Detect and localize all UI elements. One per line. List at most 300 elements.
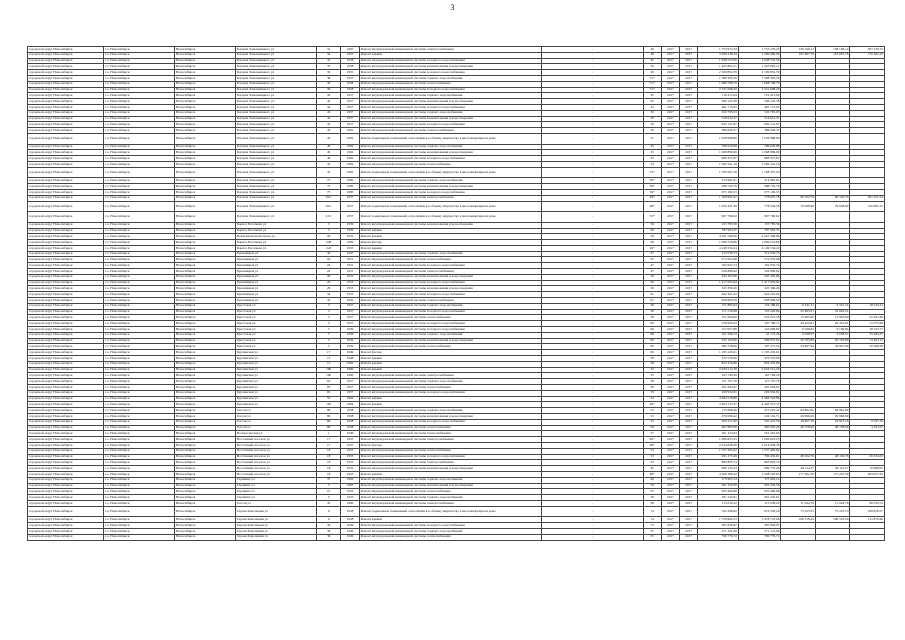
table-cell: 1962	[341, 161, 359, 167]
table-cell: 36	[317, 523, 341, 529]
table-cell: 1 068 896,99	[698, 150, 739, 156]
table-cell: 155 783,56	[738, 222, 781, 228]
table-cell: городской округ Новосибирск	[28, 184, 104, 190]
table-cell: Богдана Хмельницкого ул	[235, 99, 316, 105]
table-cell: г.о. Новосибирск	[104, 93, 175, 99]
table-cell: 1959	[341, 332, 359, 338]
table-cell: Бронницкая ул	[235, 280, 316, 286]
table-cell: 18 193,77	[850, 327, 885, 333]
table-cell: 1 006 823,25	[738, 437, 781, 443]
table-cell: 36*	[643, 184, 661, 190]
table-cell: 2017	[661, 245, 679, 251]
table-cell: 3 929 238,34	[698, 52, 739, 58]
table-cell: г.о. Новосибирск	[104, 523, 175, 529]
table-cell: г.о. Новосибирск	[104, 257, 175, 263]
table-cell: 86	[317, 414, 341, 420]
table-cell: 50	[643, 122, 661, 128]
table-cell: Гоголя ул	[235, 500, 316, 506]
table-cell: Новосибирск	[175, 471, 236, 477]
table-cell: Ремонт внутридомовой инженерной системы горячего водоснабжения	[359, 75, 542, 81]
table-cell: 1957	[341, 75, 359, 81]
table-cell: Вокзальная магистраль ул	[235, 234, 316, 240]
table-cell: 168 318,29	[781, 517, 815, 523]
table-cell: 584 271,96	[698, 419, 739, 425]
table-cell: Ремонт внутридомовой инженерной системы теплоснабжения	[359, 448, 542, 454]
table-cell: Богдана Хмельницкого ул	[235, 128, 316, 134]
table-cell: городской округ Новосибирск	[28, 303, 104, 309]
table-cell: -	[542, 327, 643, 333]
table-cell: 1949	[341, 350, 359, 356]
table-cell: 997 790,62	[698, 212, 739, 223]
table-cell: Новосибирск	[175, 495, 236, 501]
table-cell: -	[542, 309, 643, 315]
table-cell: Новосибирск	[175, 93, 236, 99]
table-cell	[850, 133, 885, 144]
table-cell: -	[542, 228, 643, 234]
table-cell: 2017	[680, 251, 698, 257]
table-cell: г.о. Новосибирск	[104, 332, 175, 338]
table-cell: 1958	[341, 419, 359, 425]
table-cell: Ремонт внутридомовой инженерной системы теплоснабжения	[359, 257, 542, 263]
table-cell: 21	[317, 489, 341, 495]
table-cell: 175 903,14	[698, 477, 739, 483]
table-cell: 2017	[661, 47, 679, 53]
table-cell: -	[542, 298, 643, 304]
table-cell: Восточный поселок ул	[235, 460, 316, 466]
table-cell: г.о. Новосибирск	[104, 269, 175, 275]
table-cell: Ремонт внутридомовой инженерной системы холодного водоснабжения	[359, 419, 542, 425]
table-cell: Бронницкая ул	[235, 292, 316, 298]
table-cell: г.о. Новосибирск	[104, 408, 175, 414]
table-cell: 596 122,38	[738, 99, 781, 105]
table-cell: 29 354,05	[850, 454, 885, 460]
table-cell: г.о. Новосибирск	[104, 466, 175, 472]
table-cell: 2017	[661, 292, 679, 298]
table-cell: 48	[643, 52, 661, 58]
table-cell: 2017	[680, 396, 698, 402]
table-cell: 2017	[680, 150, 698, 156]
table-cell: 56	[643, 280, 661, 286]
table-cell: -	[542, 471, 643, 477]
table-cell: 1955	[341, 448, 359, 454]
table-cell: Гаранина ул	[235, 495, 316, 501]
table-cell: 1948	[341, 356, 359, 362]
table-cell: 529 890,92	[738, 269, 781, 275]
table-cell: 2017	[680, 286, 698, 292]
table-cell: г.о. Новосибирск	[104, 477, 175, 483]
table-cell: 75	[643, 523, 661, 529]
table-cell: -	[542, 222, 643, 228]
table-cell: Ремонт внутридомовой инженерной системы канализования и водоотведения	[359, 150, 542, 156]
table-cell: городской округ Новосибирск	[28, 150, 104, 156]
table-cell: -	[542, 321, 643, 327]
table-cell: 2017	[680, 315, 698, 321]
table-cell: 3	[317, 315, 341, 321]
table-cell: -	[542, 212, 643, 223]
table-cell: 9 341,31	[815, 303, 849, 309]
table-cell: Богдана Хмельницкого ул	[235, 150, 316, 156]
table-cell: 520 795,03	[698, 110, 739, 116]
table-cell: 2 614 658,36	[698, 442, 739, 448]
table-cell: городской округ Новосибирск	[28, 251, 104, 257]
table-cell: Героев Революции ул	[235, 517, 316, 523]
table-cell: 271 101,06	[738, 528, 781, 534]
table-cell: городской округ Новосибирск	[28, 402, 104, 408]
table-cell: 2017	[680, 327, 698, 333]
table-cell: 799 779,72	[738, 534, 781, 540]
table-cell: 335 162,80	[698, 338, 739, 344]
table-cell: 2017	[680, 419, 698, 425]
table-cell: 1957	[341, 379, 359, 385]
table-cell: 29 425,81	[815, 321, 849, 327]
table-cell: 1957	[341, 104, 359, 110]
table-cell: 5 038,57	[781, 332, 815, 338]
table-cell: 36*	[643, 178, 661, 184]
table-cell: 2017	[661, 70, 679, 76]
table-cell: 34	[317, 292, 341, 298]
table-cell: 2017	[680, 280, 698, 286]
table-cell: -	[542, 104, 643, 110]
table-cell: Ремонт внутридомовой инженерной системы горячего водоснабжения	[359, 332, 542, 338]
table-cell: 596 122,38	[698, 99, 739, 105]
table-cell: г.о. Новосибирск	[104, 367, 175, 373]
table-cell: Брестская ул	[235, 332, 316, 338]
table-cell: -	[542, 454, 643, 460]
table-cell: г.о. Новосибирск	[104, 385, 175, 391]
table-cell: 69	[643, 327, 661, 333]
table-cell: городской округ Новосибирск	[28, 52, 104, 58]
table-cell: 325 396,26	[738, 286, 781, 292]
table-cell: -	[542, 58, 643, 64]
table-cell: Новосибирск	[175, 292, 236, 298]
table-cell: 31	[317, 47, 341, 53]
table-cell: 86	[317, 425, 341, 431]
table-cell: -	[542, 396, 643, 402]
table-cell: 43	[317, 110, 341, 116]
table-cell: Новосибирск	[175, 528, 236, 534]
table-cell: 2017	[680, 184, 698, 190]
table-cell: 48*	[643, 471, 661, 477]
table-cell: Новосибирск	[175, 150, 236, 156]
table-cell: 2017	[661, 350, 679, 356]
table-cell: 2017	[661, 442, 679, 448]
table-cell: Ремонт внутридомовой инженерной системы горячего водоснабжения	[359, 379, 542, 385]
table-cell: городской округ Новосибирск	[28, 350, 104, 356]
table-cell: 2017	[661, 402, 679, 408]
table-cell: 57	[643, 431, 661, 437]
table-cell: Гаранина ул	[235, 489, 316, 495]
table-cell: г.о. Новосибирск	[104, 128, 175, 134]
table-cell: Бронницкая ул	[235, 269, 316, 275]
table-cell: 2017	[661, 87, 679, 93]
table-cell: 1962	[341, 128, 359, 134]
table-cell: 3	[317, 309, 341, 315]
table-cell: 53	[643, 460, 661, 466]
table-cell: городской округ Новосибирск	[28, 110, 104, 116]
table-cell: 56	[643, 274, 661, 280]
table-cell: 115 698,46	[698, 408, 739, 414]
table-cell: 29	[317, 274, 341, 280]
table-cell: г.о. Новосибирск	[104, 327, 175, 333]
table-cell: Брестская ул	[235, 344, 316, 350]
table-cell: 58	[643, 303, 661, 309]
table-cell: 75	[317, 189, 341, 195]
table-cell: 59	[643, 483, 661, 489]
table-cell	[781, 534, 815, 540]
table-cell: г.о. Новосибирск	[104, 245, 175, 251]
table-cell: 2017	[661, 419, 679, 425]
table-cell: -	[542, 234, 643, 240]
table-cell: 2017	[680, 431, 698, 437]
table-cell: Богдана Хмельницкого ул	[235, 87, 316, 93]
table-cell: 47	[643, 263, 661, 269]
table-cell: 299 875,62	[738, 338, 781, 344]
table-cell: 64 861,82	[815, 408, 849, 414]
table-cell: -	[542, 495, 643, 501]
table-cell: 2017	[680, 269, 698, 275]
table-cell: 2017	[661, 414, 679, 420]
table-cell: 1 537 495,62	[738, 448, 781, 454]
table-cell: Новосибирск	[175, 500, 236, 506]
table-cell: 53*	[643, 167, 661, 178]
table-cell: 5	[317, 327, 341, 333]
table-cell: 2017	[680, 361, 698, 367]
table-cell: 18 329,21	[850, 303, 885, 309]
table-cell: 2017	[680, 240, 698, 246]
table-cell: 5	[317, 483, 341, 489]
table-cell: 1938	[341, 517, 359, 523]
table-cell: г.о. Новосибирск	[104, 87, 175, 93]
table-cell: 2017	[661, 161, 679, 167]
table-cell: 2017	[680, 528, 698, 534]
table-cell: 635 460,89	[738, 489, 781, 495]
table-cell: Новосибирск	[175, 344, 236, 350]
table-cell: 79 638,99	[815, 201, 849, 212]
table-cell: 2017	[680, 471, 698, 477]
table-cell: 1 668 798,79	[698, 81, 739, 87]
table-cell: 55	[643, 367, 661, 373]
table-cell: 387 836,97	[698, 523, 739, 529]
table-cell: 645 121,87	[698, 122, 739, 128]
table-cell: -	[542, 64, 643, 70]
table-cell: 2017	[680, 332, 698, 338]
table-cell: 675 182,53	[738, 189, 781, 195]
table-cell: -	[542, 189, 643, 195]
table-cell: 2017	[661, 379, 679, 385]
table-cell: 1953	[341, 280, 359, 286]
table-cell: -	[542, 431, 643, 437]
table-cell: 13	[317, 356, 341, 362]
table-cell: городской округ Новосибирск	[28, 414, 104, 420]
table-cell: 2017	[680, 483, 698, 489]
table-cell: 1 753 972,34	[698, 47, 739, 53]
table-cell: 248	[317, 240, 341, 246]
table-cell: 2017	[661, 99, 679, 105]
table-cell: 151 882,94	[698, 303, 739, 309]
table-cell: Ремонт внутридомовой инженерной системы горячего водоснабжения	[359, 477, 542, 483]
table-cell: Новосибирск	[175, 178, 236, 184]
table-cell: городской округ Новосибирск	[28, 240, 104, 246]
table-cell: 2017	[661, 110, 679, 116]
table-cell: 893 805,74	[698, 460, 739, 466]
table-cell: 59	[643, 425, 661, 431]
table-cell: городской округ Новосибирск	[28, 523, 104, 529]
table-cell: городской округ Новосибирск	[28, 298, 104, 304]
table-cell: 168 318,29	[815, 517, 849, 523]
table-cell: -	[542, 245, 643, 251]
table-cell: 291 250,56	[738, 483, 781, 489]
table-cell	[781, 167, 815, 178]
table-cell: Брестская ул	[235, 303, 316, 309]
table-cell: городской округ Новосибирск	[28, 75, 104, 81]
table-cell: 2017	[661, 483, 679, 489]
table-cell: 2017	[661, 286, 679, 292]
table-cell: -	[542, 122, 643, 128]
table-cell: 2017	[661, 298, 679, 304]
table-cell: 2017	[680, 460, 698, 466]
table-cell: 2017	[680, 263, 698, 269]
table-cell: 59	[643, 390, 661, 396]
table-cell: Новосибирск	[175, 414, 236, 420]
table-cell: -	[542, 286, 643, 292]
table-cell: Восточный поселок ул	[235, 471, 316, 477]
table-cell: Ремонт внутридомовой инженерной системы теплоснабжения	[359, 425, 542, 431]
table-cell: Новосибирск	[175, 201, 236, 212]
table-cell: 43	[317, 128, 341, 134]
table-cell: 263 657,63	[850, 471, 885, 477]
table-cell: 658 809,59	[698, 298, 739, 304]
table-cell: 1 768 597,29	[698, 167, 739, 178]
table-cell: -	[542, 477, 643, 483]
table-cell: г.о. Новосибирск	[104, 390, 175, 396]
table-cell: 50	[643, 110, 661, 116]
table-cell: -	[542, 350, 643, 356]
table-cell: г.о. Новосибирск	[104, 396, 175, 402]
table-cell: городской округ Новосибирск	[28, 245, 104, 251]
table-cell: 2017	[661, 228, 679, 234]
table-cell: 1 039 988,80	[738, 133, 781, 144]
table-cell: 43	[317, 116, 341, 122]
table-cell: Брестская ул	[235, 321, 316, 327]
table-cell: 162 932,74	[698, 263, 739, 269]
table-cell: Новосибирск	[175, 431, 236, 437]
table-cell: 2017	[661, 269, 679, 275]
table-cell: Новосибирск	[175, 144, 236, 150]
table-cell: Ремонт крыши	[359, 234, 542, 240]
table-cell: г.о. Новосибирск	[104, 150, 175, 156]
table-cell: 2017	[661, 361, 679, 367]
table-cell: 47	[643, 269, 661, 275]
table-cell: 69	[643, 338, 661, 344]
table-cell: 69	[643, 332, 661, 338]
table-cell: 2017	[661, 437, 679, 443]
table-cell: г.о. Новосибирск	[104, 489, 175, 495]
table-cell: 1 417 655,64	[698, 280, 739, 286]
table-cell: 2017	[680, 70, 698, 76]
table-cell: городской округ Новосибирск	[28, 70, 104, 76]
table-cell: Новосибирск	[175, 128, 236, 134]
table-cell: 1960	[341, 500, 359, 506]
table-cell: 4 493 313,37	[738, 402, 781, 408]
table-cell: 675 182,53	[698, 189, 739, 195]
table-cell: городской округ Новосибирск	[28, 534, 104, 540]
table-cell: городской округ Новосибирск	[28, 122, 104, 128]
table-cell: 2017	[661, 466, 679, 472]
table-cell	[850, 534, 885, 540]
table-cell: Ремонт внутридомовой инженерной системы канализования и водоотведения	[359, 414, 542, 420]
table-cell: Новосибирск	[175, 437, 236, 443]
table-cell: Ремонт внутридомовой инженерной системы канализования и водоотведения	[359, 286, 542, 292]
table-cell: 18	[317, 471, 341, 477]
table-cell: Богдана Хмельницкого ул	[235, 133, 316, 144]
table-cell: 29	[317, 286, 341, 292]
table-cell: 2017	[661, 332, 679, 338]
table-cell: городской округ Новосибирск	[28, 425, 104, 431]
table-cell: городской округ Новосибирск	[28, 315, 104, 321]
table-cell: -	[542, 156, 643, 162]
table-cell: 2017	[661, 303, 679, 309]
table-cell: Бориса Богаткова ул	[235, 245, 316, 251]
table-cell: г.о. Новосибирск	[104, 298, 175, 304]
table-cell: 29/1	[317, 195, 341, 201]
table-cell: 122 099,82	[738, 327, 781, 333]
table-row	[28, 167, 885, 178]
table-cell: г.о. Новосибирск	[104, 506, 175, 517]
table-cell: 2017	[661, 144, 679, 150]
table-cell: 497 883,89	[698, 425, 739, 431]
table-cell: Новосибирск	[175, 240, 236, 246]
table-cell: 2017	[661, 367, 679, 373]
table-cell: Новосибирск	[175, 58, 236, 64]
table-cell: 561 245,61	[698, 495, 739, 501]
table-cell: городской округ Новосибирск	[28, 87, 104, 93]
table-cell: 162 932,74	[738, 263, 781, 269]
table-cell: 157 657,89	[698, 327, 739, 333]
table-cell: г.о. Новосибирск	[104, 263, 175, 269]
table-cell: г.о. Новосибирск	[104, 315, 175, 321]
table-cell: 19b	[317, 373, 341, 379]
table-cell: 1 417 655,64	[738, 280, 781, 286]
table-cell: 2017	[680, 128, 698, 134]
table-cell: Ремонт крыши	[359, 402, 542, 408]
table-cell: 30	[643, 128, 661, 134]
table-cell: 1985	[341, 189, 359, 195]
table-cell: 2017	[661, 167, 679, 178]
table-cell: Ремонт внутридомовой инженерной системы электроснабжения	[359, 195, 542, 201]
table-cell: 2017	[680, 292, 698, 298]
table-cell: Героев Революции ул	[235, 534, 316, 540]
table-cell: 5 038,57	[815, 332, 849, 338]
table-cell: Ремонт внутридомовой инженерной системы холодного водоснабжения	[359, 70, 542, 76]
table-cell: -	[542, 517, 643, 523]
table-cell: -	[542, 483, 643, 489]
table-cell: Новосибирск	[175, 402, 236, 408]
table-cell: -	[542, 361, 643, 367]
table-cell: 1964	[341, 402, 359, 408]
table-cell: Новосибирск	[175, 408, 236, 414]
table-cell: Новосибирск	[175, 184, 236, 190]
table-cell: Новосибирск	[175, 483, 236, 489]
table-cell: 2017	[680, 414, 698, 420]
table-cell: городской округ Новосибирск	[28, 390, 104, 396]
table-cell: г.о. Новосибирск	[104, 70, 175, 76]
table-cell: Новосибирск	[175, 251, 236, 257]
table-cell: 2017	[680, 523, 698, 529]
table-cell: Ремонт крыши	[359, 471, 542, 477]
table-cell: 676 530,24	[738, 506, 781, 517]
table-cell: 719 415,64	[698, 93, 739, 99]
table-cell: Новосибирск	[175, 396, 236, 402]
